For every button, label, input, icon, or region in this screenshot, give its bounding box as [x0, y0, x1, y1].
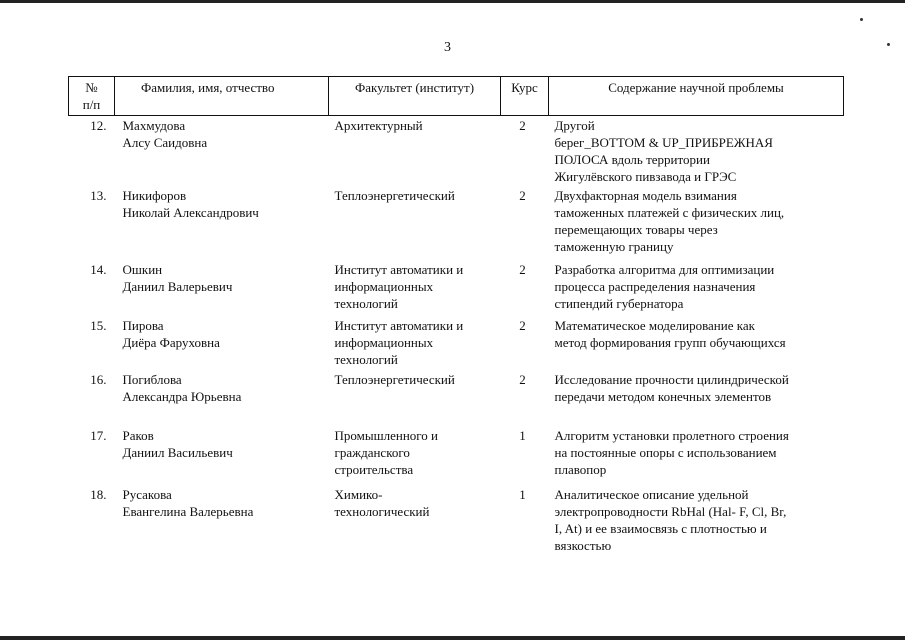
scan-speck: [860, 18, 863, 21]
research-topic: Исследование прочности цилиндрической передачи методом конечных элементов: [554, 372, 789, 404]
student-name: Русакова Евангелина Валерьевна: [122, 487, 254, 519]
row-number: 16.: [90, 372, 107, 387]
course: 2: [519, 318, 526, 333]
table-header-row: [69, 77, 844, 116]
row-number: 15.: [90, 318, 107, 333]
scan-top-edge: [0, 0, 905, 3]
faculty: Институт автоматики и информационных технологий: [334, 318, 464, 367]
table-row: [69, 370, 844, 426]
faculty: Институт автоматики и информационных технологий: [334, 262, 464, 311]
scan-speck: [887, 43, 890, 46]
table-row: [69, 260, 844, 316]
table-row: [69, 316, 844, 370]
student-name: Махмудова Алсу Саидовна: [122, 118, 208, 150]
faculty: Теплоэнергетический: [334, 372, 455, 387]
student-name: Раков Даниил Васильевич: [122, 428, 233, 460]
scan-bottom-edge: [0, 636, 905, 640]
research-topic: Аналитическое описание удельной электропроводности RbHal (Hal- F, Cl, Br, I, At) и ее взаимосвязь с плотностью и вязкостью: [554, 487, 787, 553]
research-topic: Двухфакторная модель взимания таможенных платежей с физических лиц, перемещающих товары через таможенную границу: [554, 188, 785, 254]
faculty: Архитектурный: [334, 118, 423, 133]
row-number: 18.: [90, 487, 107, 502]
student-name: Пирова Диёра Фаруховна: [122, 318, 220, 350]
table-row: [69, 485, 844, 561]
row-number: 13.: [90, 188, 107, 203]
header-faculty: Факультет (институт): [329, 77, 501, 116]
research-topic: Другой берег_BOTTOM & UP_ПРИБРЕЖНАЯ ПОЛОСА вдоль территории Жигулёвского пивзавода и ГРЭС: [554, 118, 773, 184]
course: 2: [519, 118, 526, 133]
table-row: [69, 426, 844, 485]
course: 2: [519, 188, 526, 203]
row-number: 12.: [90, 118, 107, 133]
course: 1: [519, 428, 526, 443]
research-topic: Разработка алгоритма для оптимизации процесса распределения назначения стипендий губернатора: [554, 262, 775, 311]
header-full-name: Фамилия, имя, отчество: [115, 77, 329, 116]
course: 1: [519, 487, 526, 502]
student-name: Погиблова Александра Юрьевна: [122, 372, 242, 404]
research-topic: Алгоритм установки пролетного строения на постоянные опоры с использованием плавопор: [554, 428, 789, 477]
table-row: [69, 186, 844, 260]
faculty: Теплоэнергетический: [334, 188, 455, 203]
header-topic: Содержание научной проблемы: [549, 77, 844, 116]
header-number: № п/п: [69, 77, 115, 116]
student-research-table: [68, 76, 844, 561]
header-course: Курс: [501, 77, 549, 116]
page-number: 3: [444, 40, 451, 55]
course: 2: [519, 372, 526, 387]
table-row: [69, 116, 844, 187]
research-topic: Математическое моделирование как метод формирования групп обучающихся: [554, 318, 786, 350]
row-number: 14.: [90, 262, 107, 277]
row-number: 17.: [90, 428, 107, 443]
faculty: Промышленного и гражданского строительства: [334, 428, 438, 477]
student-name: Ошкин Даниил Валерьевич: [122, 262, 233, 294]
student-name: Никифоров Николай Александрович: [122, 188, 259, 220]
faculty: Химико- технологический: [334, 487, 430, 519]
course: 2: [519, 262, 526, 277]
